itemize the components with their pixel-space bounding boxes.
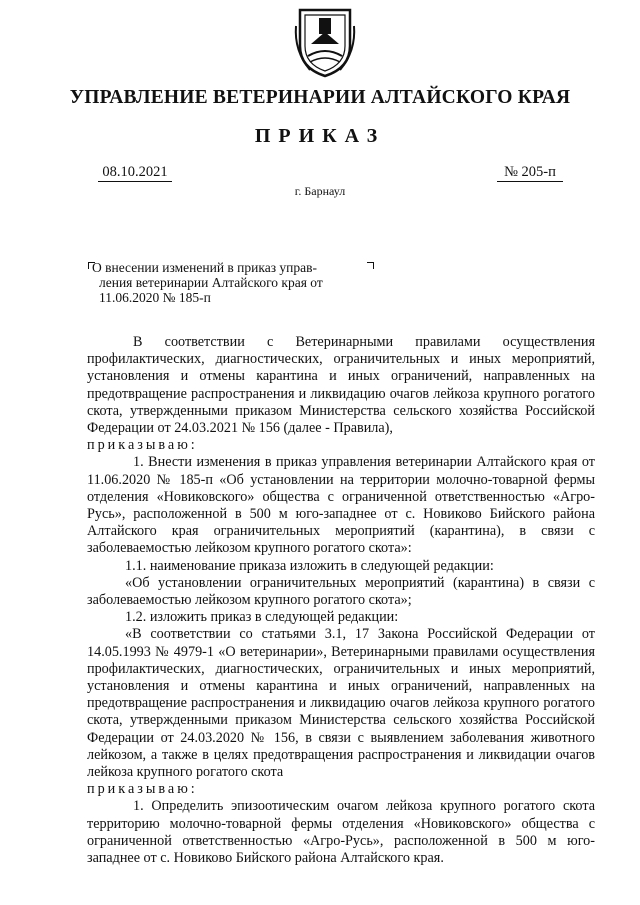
document-type: ПРИКАЗ (254, 125, 386, 147)
document-subject (92, 260, 357, 305)
order-word: приказываю: (87, 437, 198, 454)
order-word: приказываю: (87, 781, 198, 798)
body-paragraph: «Об установлении ограничительных мероприятий (карантина) в связи с заболеваемостью лейкозом крупного рогатого скота»; (87, 574, 595, 609)
city: г. Барнаул (294, 184, 346, 198)
body-paragraph: 1.2. изложить приказ в следующей редакции: (125, 609, 399, 626)
subject-line: 11.06.2020 № 185-п (99, 290, 211, 305)
document-date: 08.10.2021 (98, 164, 172, 182)
coat-of-arms-emblem (292, 6, 358, 80)
subject-line: ления ветеринарии Алтайского края от (99, 275, 323, 290)
body-paragraph: 1.1. наименование приказа изложить в следующей редакции: (125, 557, 494, 574)
document-body (87, 334, 595, 867)
subject-corner-right (367, 262, 374, 269)
body-paragraph: В соответствии с Ветеринарными правилами осуществления профилактических, диагностических, ограничительных и иных мероприятий, установления и отмены карантина и иных ограничений, направленных на предотвращение распространения и ликвидацию очагов лейкоза крупного рогатого скота, утвержденными приказом Министерства сельского хозяйства Российской Федерации от 24.03.2021 № 156 (далее - Правила), (87, 334, 595, 437)
subject-line: О внесении изменений в приказ управ- (92, 260, 318, 275)
body-paragraph: 1. Определить эпизоотическим очагом лейкоза крупного рогатого скота территорию молочно-товарной фермы отделения «Новиковского» общества с ограниченной ответственностью «Агро-Русь», расположенной в 500 м юго-западнее от с. Новиково Бийского района Алтайского края. (87, 798, 595, 867)
document-number: № 205-п (497, 164, 563, 182)
body-paragraph: «В соответствии со статьями 3.1, 17 Закона Российской Федерации от 14.05.1993 № 4979-1 «О ветеринарии», Ветеринарными правилами осуществления профилактических, диагностических, ограничительных и иных мероприятий, установления и отмены карантина и иных ограничений, направленных на предотвращение распространения и ликвидацию очагов лейкоза крупного рогатого скота, утвержденными приказом Министерства сельского хозяйства Российской Федерации от 24.03.2020 № 156, в связи с выявлением заболевания животного лейкозом, а также в целях предотвращения распространения и ликвидации очагов лейкоза крупного рогатого скота (87, 626, 595, 781)
organization-name: УПРАВЛЕНИЕ ВЕТЕРИНАРИИ АЛТАЙСКОГО КРАЯ (69, 87, 571, 108)
body-paragraph: 1. Внести изменения в приказ управления ветеринарии Алтайского края от 11.06.2020 № 185-п «Об установлении на территории молочно-товарной фермы отделения «Новиковского» общества с ограниченной ответственностью «Агро-Русь», расположенной в 500 м юго-западнее от с. Новиково Бийского района Алтайского края ограничительных мероприятий (карантина), в связи с заболеваемостью лейкозом крупного рогатого скота»: (87, 454, 595, 557)
